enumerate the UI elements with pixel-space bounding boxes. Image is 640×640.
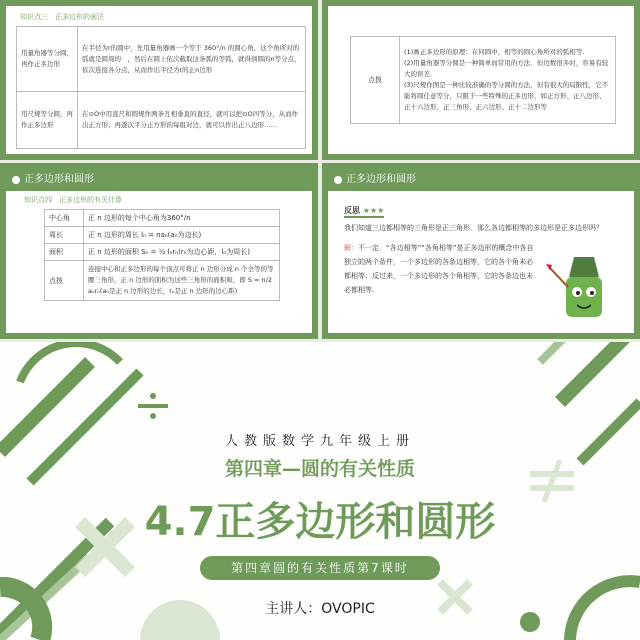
- presenter-label: 主讲人：OVOPIC: [265, 601, 375, 617]
- table-row: [45, 227, 280, 244]
- lesson-banner: 第四章圆的有关性质第7课时: [200, 556, 440, 580]
- row-label: 中心角: [45, 210, 84, 227]
- reflect-label: [344, 205, 384, 218]
- star-icon: ★★★: [362, 206, 385, 215]
- row-label: 点拨: [45, 261, 84, 301]
- section-label: 知识点三 正多边形的画法: [20, 13, 104, 21]
- row-text: 正 n 边形的面积 Sₙ = ½ lₙrₙ(rₙ为边心距，lₙ为周长): [84, 244, 280, 261]
- table-row: [17, 92, 306, 149]
- slide-header: 正多边形和圆形: [328, 169, 634, 191]
- row-text: 正 n 边形的每个中心角为360°/n: [84, 210, 280, 227]
- table-row: [45, 210, 280, 227]
- row-text: 连接中心和正多边形的每个顶点可将正 n 边形分成 n 个全等的等腰三角形，正 n 边形的面积为这些三角形的面积和，即 S = n/2 aₙrₙ(aₙ是正 n 边形的边长，rₙ是正 n 边形的边心距): [84, 261, 280, 301]
- tip-item: (3)尺规作图是一种比较准确的等分圆的方法，但有很大的局限性，它不能将圆任意等分，只限于一些特殊的正多边形，如正方形、正八边形、正十六边形、正三角形、正六边形、正十二边形等: [404, 81, 609, 111]
- reflect-text: 反思: [344, 206, 360, 215]
- answer-prefix: 解：: [344, 244, 358, 252]
- slide-thumbnail-3[interactable]: [0, 163, 318, 339]
- tips-cell: [400, 37, 616, 124]
- desc-cell: 在⊙O中用直尺和圆规作两条互相垂直的直径，就可以把⊙O四等分，从而作出正方形；再逐次平分正方形的每组对边，就可以作出正八边形……: [78, 92, 306, 149]
- answer-block: [344, 241, 534, 297]
- table-row: [45, 244, 280, 261]
- tip-item: (2)用量角器等分圆是一种简单而常用的方法．但边数很多时，容易有较大的误差.: [404, 59, 609, 78]
- page-title: 4.7正多边形和圆形: [144, 499, 496, 545]
- tips-table: [350, 36, 616, 124]
- formula-table: [44, 209, 280, 301]
- method-cell: 用尺规等分圆，再作正多边形: [17, 92, 78, 149]
- drawing-methods-table: [16, 26, 306, 149]
- row-label: 面积: [45, 244, 84, 261]
- chapter-title: 第四章—圆的有关性质: [224, 458, 415, 480]
- cover-slide[interactable]: [0, 342, 640, 640]
- section-label: 知识点四 正多边形的有关计算: [24, 196, 122, 204]
- row-text: 正 n 边形的周长 lₙ = naₙ(aₙ为边长): [84, 227, 280, 244]
- question-text: 我们知道三边都相等的三角形是正三角形．那么各边都相等的多边形是正多边形吗？: [344, 224, 603, 232]
- table-row: [17, 27, 306, 92]
- slide-thumbnail-4[interactable]: [322, 163, 640, 339]
- tip-item: (1)画正多边形的原理：在同圆中，相等的圆心角所对的弧相等.: [404, 48, 585, 56]
- slide-header: 正多边形和圆形: [6, 169, 312, 191]
- answer-text: 不一定．“各边相等”“各角相等”是正多边形的概念中各自独立的两个条件，一个多边形的各条边相等，它的各个角未必都相等；反过来，一个多边形的各个角相等，它的各条边也未必都相等.: [344, 244, 534, 294]
- slide-thumbnail-1[interactable]: [0, 0, 318, 160]
- slide-thumbnail-2[interactable]: [322, 0, 640, 160]
- desc-cell: 在半径为r的圆中，先用量角器画一个等于 360°/n 的圆心角，这个角所对的弧就是圆周的 ，然后在圆上依次截取这条弧的等弧，就得到圆的n等分点，依次连接各分点，从而作出半径为r的正n边形: [78, 27, 306, 92]
- method-cell: 用量角器等分圆，再作正多边形: [17, 27, 78, 92]
- row-label: 周长: [45, 227, 84, 244]
- pencil-mascot-icon: [544, 247, 624, 331]
- table-row: [351, 37, 616, 124]
- course-line: 人教版数学九年级上册: [224, 434, 415, 449]
- table-row: [45, 261, 280, 301]
- tips-label: 点拨: [351, 37, 400, 124]
